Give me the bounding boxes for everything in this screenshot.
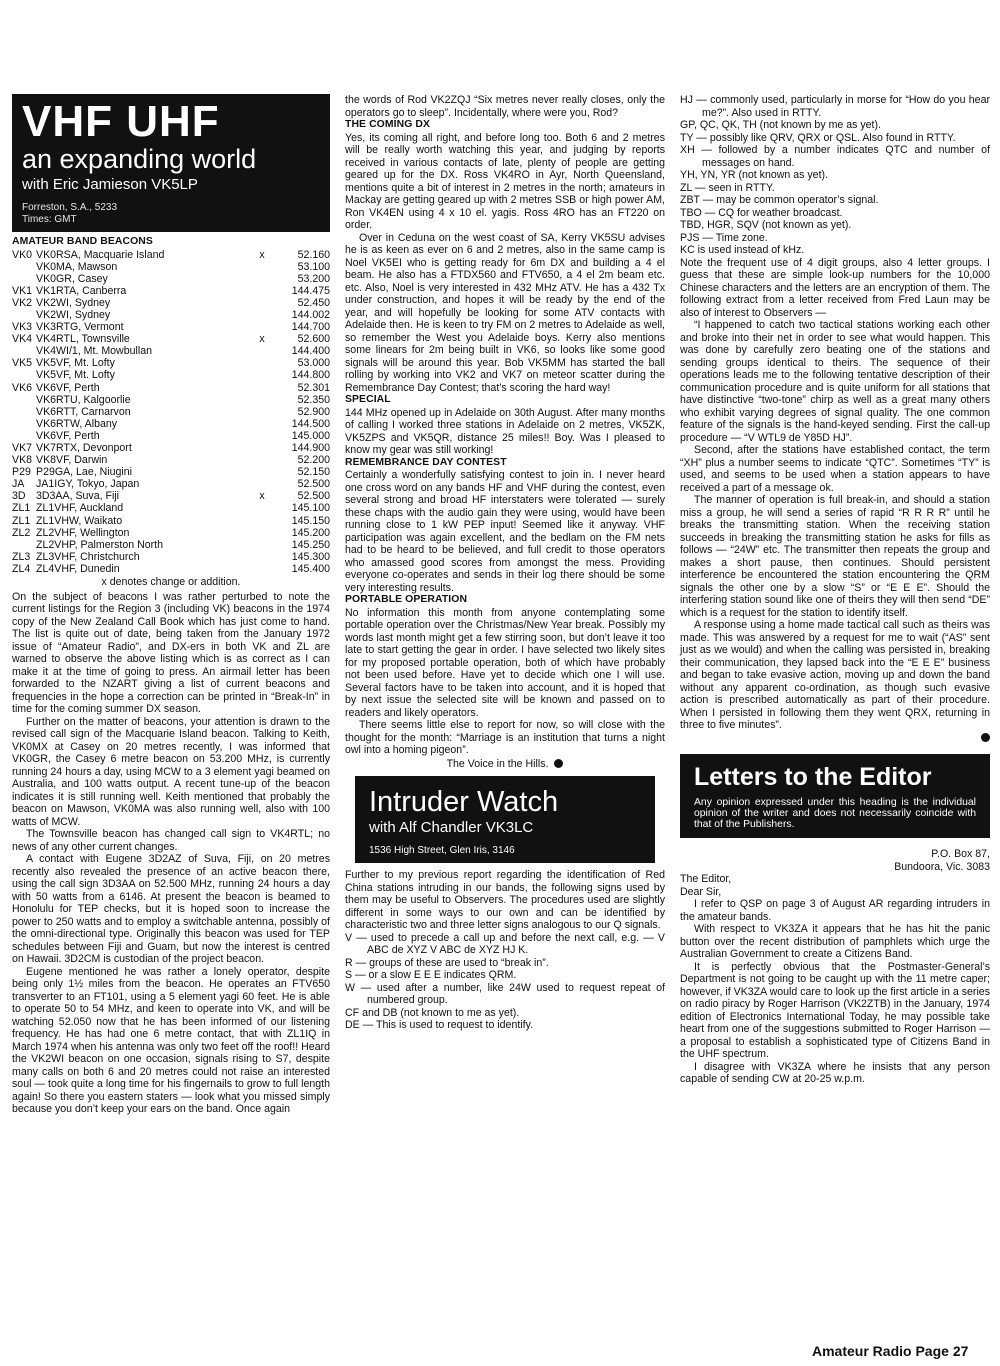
beacon-frequency: 52.200 xyxy=(297,454,330,467)
beacon-area xyxy=(12,369,36,381)
beacon-change-mark xyxy=(242,430,282,442)
intruder-watch-author: with Alf Chandler VK3LC xyxy=(369,819,534,836)
beacon-area xyxy=(12,539,36,551)
column-1-text xyxy=(12,591,330,1116)
column-3-text xyxy=(680,257,990,732)
beacon-station: VK0GR, Casey xyxy=(36,272,108,285)
beacon-frequency: 144.400 xyxy=(291,345,330,358)
article-paragraph: “I happened to catch two tactical stations working each other and broke into their net in order to see what would happen. This was done by carefully zero beating one of the stations and sending groups identical to theirs. The sequence of their operations leads me to the following tentative description of their communication procedure and is quite uniform for all stations that have distinctive “two-tone” chirp as well as a great many others who exhibit varying degrees of signal quality. The one common feature of the signals is the hand-keyed sending. First the call-up procedure — “V WTL9 de Y85D HJ”. xyxy=(680,319,990,444)
beacon-change-mark xyxy=(242,357,282,369)
beacon-frequency: 53.100 xyxy=(297,260,330,273)
beacon-area: ZL1 xyxy=(12,502,31,515)
letters-title: Letters to the Editor xyxy=(694,763,932,791)
end-bullet-icon xyxy=(981,733,990,742)
page-footer: Amateur Radio Page 27 xyxy=(812,1343,969,1359)
article-paragraph: Further on the matter of beacons, your attention is drawn to the revised call sign of the Macquarie Island beacon. Talking to Keith, VK0MX at Casey on 20 metres recently, I was informed that VK0GR, the Casey 6 metre beacon on 53.200 MHz, is currently running 24 hours a day, using MCW to a 3 element yagi beamed on Australia, and 100 watts output. A recent tune-up of the beacon indicates it is still running well. Keith mentioned that probably the beacon on Mawson, VK0MA was also running well, also with 100 watts of MCW. xyxy=(12,715,330,828)
beacon-change-mark xyxy=(242,454,282,466)
col2-intro: the words of Rod VK2ZQJ “Six metres never really closes, only the operators go to sleep”. Incidentally, where were you, Rod? xyxy=(345,94,665,119)
beacon-change-mark xyxy=(242,273,282,285)
beacon-row xyxy=(12,454,330,466)
beacon-change-mark xyxy=(242,297,282,309)
beacon-row xyxy=(12,515,330,527)
beacon-area xyxy=(12,261,36,273)
signal-code-entry: YH, YN, YR (not known as yet). xyxy=(680,169,828,181)
beacon-change-mark xyxy=(242,369,282,381)
beacon-row xyxy=(12,249,330,261)
beacons-note: x denotes change or addition. xyxy=(101,576,241,589)
beacon-row xyxy=(12,357,330,369)
beacon-station: VK4RTL, Townsville xyxy=(36,333,130,346)
beacon-change-mark xyxy=(242,285,282,297)
beacon-area: VK1 xyxy=(12,284,33,297)
beacon-area: VK3 xyxy=(12,321,33,334)
signal-code-entry: KC is used instead of kHz. xyxy=(680,244,805,256)
article-paragraph: A response using a home made tactical call such as theirs was made. This was answered by a request for me to wait (“AS” sent just as we would) and when the calling was persisted in, breaking their communication, they lapsed back into the “E E E” business and began to take evasive action, moving up and down the band without any apparent co-ordination, as though such evasive action is prescribed automatically as part of their procedure. When I persisted in following them they went QRX, returning in three to five minutes”. xyxy=(680,619,990,731)
beacon-frequency: 145.000 xyxy=(291,429,330,442)
beacon-change-mark: x xyxy=(259,248,265,261)
signal-code-entry: HJ — commonly used, particularly in morse for “How do you hear me?”. Also used in RTTY. xyxy=(680,94,990,119)
beacon-frequency: 52.150 xyxy=(297,466,330,479)
beacon-row xyxy=(12,285,330,297)
beacon-row xyxy=(12,394,330,406)
beacon-station: VK6VF, Perth xyxy=(36,381,100,394)
beacon-row xyxy=(12,297,330,309)
beacon-station: ZL3VHF, Christchurch xyxy=(36,550,140,563)
intruder-watch-banner xyxy=(355,776,655,863)
beacon-station: VK6RTW, Albany xyxy=(36,417,118,430)
beacon-row xyxy=(12,406,330,418)
signal-code-entry: DE — This is used to request to identify. xyxy=(345,1019,534,1031)
beacon-row xyxy=(12,539,330,551)
beacon-station: VK5VF, Mt. Lofty xyxy=(36,357,115,370)
beacon-station: VK4WI/1, Mt. Mowbullan xyxy=(36,345,152,358)
beacon-row xyxy=(12,442,330,454)
intruder-intro: Further to my previous report regarding the identification of Red China stations intruding in our bands, the following signs used by them may be useful to Observers. The procedures used are slightly different in some ways to our own and can be identified by characteristic two and three letter signs analogous to our Q signals. xyxy=(345,869,665,931)
letter-paragraph: With respect to VK3ZA it appears that he has hit the panic button over the recent distribution of pamphlets which urge the Australian Government to create a Citizens Band. xyxy=(680,923,990,960)
remembrance-day-heading: REMEMBRANCE DAY CONTEST xyxy=(345,456,507,468)
beacon-frequency: 52.500 xyxy=(297,490,330,503)
beacon-change-mark xyxy=(242,321,282,333)
vhf-uhf-title: VHF UHF xyxy=(22,97,220,146)
beacon-frequency: 144.475 xyxy=(291,284,330,297)
letter-address-line: P.O. Box 87, xyxy=(931,848,990,860)
beacon-row xyxy=(12,345,330,357)
beacon-station: VK6RTT, Carnarvon xyxy=(36,405,131,418)
beacon-area xyxy=(12,309,36,321)
letter-paragraph: I refer to QSP on page 3 of August AR regarding intruders in the amateur bands. xyxy=(680,898,990,923)
beacons-heading: AMATEUR BAND BEACONS xyxy=(12,236,153,247)
signal-code-entry: GP, QC, QK, TH (not known by me as yet). xyxy=(680,119,881,131)
signal-code-entry: V — used to precede a call up and before the next call, e.g. — V ABC de XYZ V ABC de XYZ HJ K. xyxy=(345,931,665,956)
signal-code-entry: ZBT — may be common operator’s signal. xyxy=(680,194,879,206)
signal-code-entry: ZL — seen in RTTY. xyxy=(680,181,775,194)
beacon-row xyxy=(12,478,330,490)
beacons-table xyxy=(12,249,330,576)
beacon-frequency: 52.500 xyxy=(297,478,330,491)
intruder-codes xyxy=(345,932,665,1032)
beacon-frequency: 145.400 xyxy=(291,562,330,575)
beacon-row xyxy=(12,382,330,394)
letter-salutation: Dear Sir, xyxy=(680,885,722,898)
beacon-station: VK2WI, Sydney xyxy=(36,308,111,321)
beacon-area: ZL3 xyxy=(12,550,31,563)
beacon-change-mark xyxy=(242,466,282,478)
beacon-area: VK8 xyxy=(12,454,33,467)
portable-heading: PORTABLE OPERATION xyxy=(345,594,468,605)
beacon-frequency: 53.000 xyxy=(297,357,330,370)
beacon-station: VK6VF, Perth xyxy=(36,429,100,442)
letter-paragraph: I disagree with VK3ZA where he insists that any person capable of sending CW at 20-25 w.p.m. xyxy=(680,1060,990,1085)
beacon-area: 3D xyxy=(12,490,26,503)
vhf-uhf-times: Times: GMT xyxy=(22,214,77,225)
intruder-watch-address: 1536 High Street, Glen Iris, 3146 xyxy=(369,845,515,856)
letters-banner xyxy=(680,754,990,838)
intruder-watch-title: Intruder Watch xyxy=(369,786,559,818)
signoff-text: The Voice in the Hills. xyxy=(446,757,549,770)
beacon-area xyxy=(12,394,36,406)
signal-code-entry: CF and DB (not known to me as yet). xyxy=(345,1006,520,1019)
beacon-area: ZL1 xyxy=(12,514,31,527)
beacon-area: VK5 xyxy=(12,357,33,370)
signoff xyxy=(345,758,665,771)
beacon-frequency: 145.300 xyxy=(291,550,330,563)
beacon-row xyxy=(12,261,330,273)
vhf-uhf-banner xyxy=(12,94,330,232)
beacon-change-mark xyxy=(242,309,282,321)
beacon-frequency: 52.600 xyxy=(297,333,330,346)
beacon-frequency: 144.900 xyxy=(291,442,330,454)
article-paragraph: The manner of operation is full break-in, and should a station miss a group, he will send a series of rapid “R R R R” until he breaks the transmitting station. When the receiving station succeeds in breaking the transmitting station he asks for fills as follows — “24W” etc. The transmitter then repeats the group and makes a short pause, then continues. Should persistent interference be encountered the station encountering the QRM signals the other one by a slow “S” or “E E E”. Should the interfering station sound like one of theirs they will then send “DE” which is a request for the station to identify itself. xyxy=(680,494,990,619)
beacon-row xyxy=(12,333,330,345)
signal-codes xyxy=(680,94,990,257)
beacon-row xyxy=(12,551,330,563)
beacon-row xyxy=(12,430,330,442)
beacon-change-mark xyxy=(242,261,282,273)
beacon-station: JA1IGY, Tokyo, Japan xyxy=(36,478,140,491)
beacon-area: JA xyxy=(12,478,25,491)
beacon-station: VK5VF, Mt. Lofty xyxy=(36,369,115,382)
beacon-change-mark xyxy=(242,442,282,454)
beacon-frequency: 145.250 xyxy=(291,538,330,551)
beacon-station: ZL4VHF, Dunedin xyxy=(36,562,120,575)
beacon-row xyxy=(12,321,330,333)
beacon-frequency: 145.150 xyxy=(291,514,330,527)
beacon-row xyxy=(12,418,330,430)
article-paragraph: A contact with Eugene 3D2AZ of Suva, Fiji, on 20 metres recently also revealed the presence of an active beacon there, using the call sign 3D3AA on 52.500 MHz, running 24 hours a day with 50 watts from a 6146. At present the beacon is beamed to Honolulu for TEP checks, but it is hoped soon to increase the power to 250 watts and to employ a switchable antenna, possibly of the omni-directional type. Originally this beacon was used for TEP schedules between Fiji and Guam, but now the interest is centred on Hawaii. 3D2CM is custodian of the project beacon. xyxy=(12,853,330,966)
beacon-row xyxy=(12,502,330,514)
beacon-frequency: 144.500 xyxy=(291,417,330,430)
coming-dx-para: Yes, its coming all right, and before long too. Both 6 and 2 metres will be really worth watching this year, and judging by reports received in various contacts of late, plenty of people are getting geared up for the DX. Ross VK4RO in Ayr, North Queensland, mentions quite a bit of interest in 2 metres in the north; amateurs in Mackay are getting geared up with 2 metres SSB or high power AM, Ron VK4EN using 4 x 10 el. yagis. Ross 4RO has an FT220 on order. xyxy=(345,131,665,231)
vhf-uhf-subtitle: an expanding world xyxy=(22,144,257,174)
article-paragraph: Note the frequent use of 4 digit groups, also 4 letter groups. I guess that these are simple look-up numbers for the 10,000 Chinese characters and the letters are an encryption of them. The following extract from a letter received from Fred Laun may be also of interest to Observers — xyxy=(680,256,990,319)
letter-salutation: The Editor, xyxy=(680,873,732,885)
article-paragraph: The Townsville beacon has changed call sign to VK4RTL; no news of any other current changes. xyxy=(12,828,330,853)
beacon-change-mark xyxy=(242,563,282,575)
signal-code-entry: TY — possibly like QRV, QRX or QSL. Also found in RTTY. xyxy=(680,131,956,144)
beacon-area xyxy=(12,406,36,418)
beacon-frequency: 53.200 xyxy=(297,272,330,285)
beacon-area: VK2 xyxy=(12,296,33,309)
letter-paragraph: It is perfectly obvious that the Postmaster-General’s Department is not going to be caught up with the 11 metre caper; however, if VK3ZA would care to look up the first article in a series on radio piracy by Roger Harrison (VK2ZTB) in the January, 1974 edition of Electronics International Today, he may possible take heart from one of the suggestions submitted to Roger Harrison — a proposal to establish a sophisticated type of Citizens Band in the UHF spectrum. xyxy=(680,960,990,1060)
beacon-station: VK6RTU, Kalgoorlie xyxy=(36,393,131,406)
beacon-frequency: 52.900 xyxy=(297,405,330,418)
signal-code-entry: XH — followed by a number indicates QTC and number of messages on hand. xyxy=(680,144,990,169)
beacon-change-mark xyxy=(242,394,282,406)
beacon-area: ZL4 xyxy=(12,562,31,575)
beacon-change-mark: x xyxy=(259,490,265,503)
beacon-area: P29 xyxy=(12,466,31,479)
beacon-row xyxy=(12,369,330,381)
beacon-change-mark xyxy=(242,502,282,514)
beacon-station: VK0RSA, Macquarie Island xyxy=(36,248,165,261)
column-1 xyxy=(12,94,330,1116)
beacon-frequency: 52.301 xyxy=(297,381,330,394)
column-3 xyxy=(680,94,990,1086)
special-para: 144 MHz opened up in Adelaide on 30th August. After many months of calling I worked three stations in Adelaide on 2 metres, VK5ZK, VK5ZPS and VK5QR, distance 25 miles!! Boy. Was I pleased to know my gear was still working! xyxy=(345,406,665,456)
beacon-station: ZL1VHW, Waikato xyxy=(36,514,123,527)
beacon-row xyxy=(12,527,330,539)
signal-code-entry: PJS — Time zone. xyxy=(680,231,768,244)
beacon-area xyxy=(12,273,36,285)
vhf-uhf-address: Forreston, S.A., 5233 xyxy=(22,202,118,213)
special-heading: SPECIAL xyxy=(345,394,391,405)
beacon-station: VK3RTG, Vermont xyxy=(36,321,124,334)
beacon-frequency: 145.100 xyxy=(291,502,330,515)
end-bullet-icon xyxy=(554,759,563,768)
beacon-station: VK8VF, Darwin xyxy=(36,454,108,467)
beacon-change-mark xyxy=(242,539,282,551)
beacon-row xyxy=(12,563,330,575)
portable-para: No information this month from anyone contemplating some portable operation over the Christmas/New Year break. Possibly my words last month might get a few stirring soon, but don’t leave it too late to start getting the gear in order. I have selected two likely sites for my proposed portable operation, both of which have probably not been used before. Have yet to decide which one I will use. Several factors have to be taken into account, and it is hoped that by next issue the selected site will be known and passed on to readers and likely operators. xyxy=(345,606,665,719)
letter-address-line: Bundoora, Vic. 3083 xyxy=(894,860,990,873)
beacon-area xyxy=(12,345,36,357)
article-paragraph: Eugene mentioned he was rather a lonely operator, despite being only 1½ miles from the beacon. He operates an FTV650 transverter to an FT101, using a 5 element yagi 60 feet. He is able to operate 50 to 54 MHz, and keen to operate into VK, and will be watching 52.050 now that he has been informed of our listening frequency. He has had one 6 metre contact, that with ZL1IQ in March 1974 when his antenna was only two feet off the roof!! Heard the VK2WI beacon on one occasion, signals rising to S7, despite many calls on both 6 and 20 metres could not raise an interested soul — took quite a long time for his fingernails to grow to full length again! So there you eastern staters — look what you missed simply because you don’t keep your ears on the band. Once again xyxy=(12,965,330,1116)
beacon-station: VK1RTA, Canberra xyxy=(36,284,127,297)
remembrance-day-para: Certainly a wonderfully satisfying contest to join in. I never heard one cross word on any bands HF and VHF during the contest, even several strong and broad HF interstaters were tolerated — surely these chaps with the audio gain they were using, would have been running close to 1 kW PEP input! Seemed like it anyway. VHF participation was again excellent, and the bedlam on the FM nets had to be heard to be believed, and full credit to those operators who amassed good scores from amongst the mess. Providing everyone co-operates and sends in their log there should be some very interesting results. xyxy=(345,469,665,594)
beacon-change-mark xyxy=(242,406,282,418)
letter-body xyxy=(680,898,990,1086)
beacon-frequency: 145.200 xyxy=(291,526,330,539)
article-paragraph: Second, after the stations have established contact, the term “XH” plus a number seems to indicate “QTC”. Sometimes “TY” is used, and seems to be used when a station appears to have received a part of a message ok. xyxy=(680,444,990,494)
beacon-frequency: 144.002 xyxy=(291,308,330,321)
beacon-frequency: 52.350 xyxy=(297,393,330,406)
beacon-row xyxy=(12,273,330,285)
beacon-change-mark xyxy=(242,478,282,490)
beacon-row xyxy=(12,490,330,502)
column-2 xyxy=(345,94,665,1032)
beacon-row xyxy=(12,309,330,321)
beacon-station: ZL2VHF, Wellington xyxy=(36,526,130,539)
beacon-area: VK6 xyxy=(12,381,33,394)
beacon-change-mark xyxy=(242,527,282,539)
beacon-change-mark xyxy=(242,345,282,357)
beacon-area: ZL2 xyxy=(12,526,31,539)
beacon-frequency: 52.450 xyxy=(297,296,330,309)
beacon-change-mark xyxy=(242,551,282,563)
beacon-frequency: 144.700 xyxy=(291,321,330,334)
signal-code-entry: TBO — CQ for weather broadcast. xyxy=(680,206,843,219)
signal-code-entry: S — or a slow E E E indicates QRM. xyxy=(345,969,517,981)
beacon-area xyxy=(12,418,36,430)
beacon-station: 3D3AA, Suva, Fiji xyxy=(36,490,120,503)
beacon-change-mark xyxy=(242,382,282,394)
vhf-uhf-author: with Eric Jamieson VK5LP xyxy=(22,176,198,193)
beacon-station: VK7RTX, Devonport xyxy=(36,442,132,454)
beacon-area: VK4 xyxy=(12,333,33,346)
beacon-change-mark xyxy=(242,418,282,430)
beacon-row xyxy=(12,466,330,478)
beacon-frequency: 52.160 xyxy=(297,248,330,261)
beacon-station: VK0MA, Mawson xyxy=(36,260,118,273)
signal-code-entry: W — used after a number, like 24W used to request repeat of numbered group. xyxy=(345,981,665,1006)
beacon-area: VK7 xyxy=(12,442,33,454)
beacon-area xyxy=(12,430,36,442)
beacon-frequency: 144.800 xyxy=(291,369,330,382)
beacon-station: P29GA, Lae, Niugini xyxy=(36,466,132,479)
coming-dx-heading: THE COMING DX xyxy=(345,119,431,130)
beacon-change-mark: x xyxy=(259,333,265,346)
coming-dx-para: Over in Ceduna on the west coast of SA, Kerry VK5SU advises he is as keen as ever on 6 and 2 metres, also in the same camp is Noel VK5EI who is getting ready for 6m DX and building a 4 el beam. He also has a FTDX560 and FTV650, a 4 el 2m beam etc. etc. Also, Noel is very interested in 432 MHz ATV. He has a 432 Tx under construction, and hopes it will be ready by the end of the year, and will hopefully be looking for some ATV contacts with Adelaide then. He is keen to try FM on 2 metres to Adelaide as well, so remember the West you Adelaide boys. Kerry also mentions some linears for 2m being built in VK6, so looks like some good signals will be around this year. Bob VK5MM has started the ball rolling by working into VK2 and VK7 on meteor scatter during the Remembrance Day Contest; that’s scoring the hard way! xyxy=(345,231,665,394)
signal-code-entry: R — groups of these are used to “break in”. xyxy=(345,956,549,969)
beacon-change-mark xyxy=(242,515,282,527)
signal-code-entry: TBD, HGR, SQV (not known as yet). xyxy=(680,219,852,231)
beacon-area: VK0 xyxy=(12,248,33,261)
beacon-station: ZL2VHP, Palmerston North xyxy=(36,538,163,551)
beacon-station: VK2WI, Sydney xyxy=(36,296,111,309)
beacon-station: ZL1VHF, Auckland xyxy=(36,502,124,515)
closing-para: There seems little else to report for now, so will close with the thought for the month: “Marriage is an institution that turns a night owl into a homing pigeon”. xyxy=(345,719,665,756)
article-paragraph: On the subject of beacons I was rather perturbed to note the current listings for the Region 3 (including VK) beacons in the 1974 copy of the New Zealand Call Book which has just come to hand. The list is quite out of date, being taken from the January 1972 issue of “Amateur Radio”, and DX-ers in both VK and ZL are warned to observe the above listing which is as correct as I can make it at the time of going to press. An airmail letter has been forwarded to the NZART giving a list of current beacons and frequencies in the hope a correction can be printed in “Break-In” in time for the coming summer DX season. xyxy=(12,590,330,716)
letters-disclaimer: Any opinion expressed under this heading is the individual opinion of the writer and does not necessarily coincide with that of the Publishers. xyxy=(694,797,976,830)
